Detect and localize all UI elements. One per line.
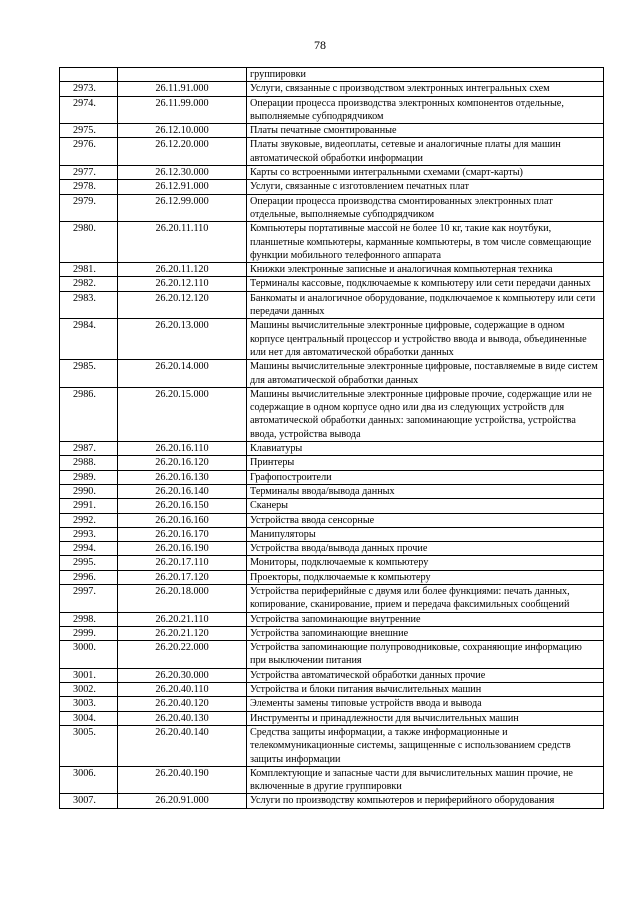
table-row: [60, 513, 604, 527]
page-number: 78: [314, 38, 326, 52]
okpd-code-cell: 26.20.16.110: [118, 442, 247, 456]
table-row: [60, 82, 604, 96]
table-row: [60, 470, 604, 484]
table-body: [60, 68, 604, 809]
okpd-code-cell: 26.20.21.110: [118, 612, 247, 626]
item-name-cell: Терминалы кассовые, подключаемые к компьютеру или сети передачи данных: [247, 277, 604, 291]
okpd-code-cell: 26.12.10.000: [118, 124, 247, 138]
item-name-cell: Банкоматы и аналогичное оборудование, подключаемое к компьютеру или сети передачи данных: [247, 291, 604, 319]
row-number-cell: 2992.: [60, 513, 118, 527]
okpd-code-cell: 26.12.20.000: [118, 138, 247, 166]
row-number-cell: 2993.: [60, 527, 118, 541]
okpd-code-cell: 26.20.16.130: [118, 470, 247, 484]
table-row: [60, 794, 604, 808]
row-number-cell: 3000.: [60, 641, 118, 669]
item-name-cell: Сканеры: [247, 499, 604, 513]
row-number-cell: 2989.: [60, 470, 118, 484]
okpd-code-cell: 26.20.30.000: [118, 668, 247, 682]
item-name-cell: Устройства запоминающие внутренние: [247, 612, 604, 626]
item-name-cell: Элементы замены типовые устройств ввода и вывода: [247, 697, 604, 711]
row-number-cell: 2996.: [60, 570, 118, 584]
row-number-cell: 2983.: [60, 291, 118, 319]
row-number-cell: 3003.: [60, 697, 118, 711]
row-number-cell: 2998.: [60, 612, 118, 626]
table-row: [60, 683, 604, 697]
item-name-cell: Клавиатуры: [247, 442, 604, 456]
okpd-code-cell: 26.20.16.190: [118, 542, 247, 556]
table-row: [60, 542, 604, 556]
okpd-code-cell: 26.20.21.120: [118, 626, 247, 640]
row-number-cell: 2978.: [60, 180, 118, 194]
item-name-cell: Инструменты и принадлежности для вычислительных машин: [247, 711, 604, 725]
okpd-code-cell: 26.20.15.000: [118, 387, 247, 441]
table-row: [60, 194, 604, 222]
row-number-cell: 2999.: [60, 626, 118, 640]
item-name-cell: Графопостроители: [247, 470, 604, 484]
row-number-cell: 2975.: [60, 124, 118, 138]
item-name-cell: Комплектующие и запасные части для вычислительных машин прочие, не включенные в другие группировки: [247, 766, 604, 794]
item-name-cell: Услуги по производству компьютеров и периферийного оборудования: [247, 794, 604, 808]
table-row: [60, 68, 604, 82]
okpd-code-cell: 26.20.16.120: [118, 456, 247, 470]
row-number-cell: 2994.: [60, 542, 118, 556]
item-name-cell: Устройства автоматической обработки данных прочие: [247, 668, 604, 682]
okpd-code-cell: 26.20.16.170: [118, 527, 247, 541]
table-row: [60, 626, 604, 640]
table-row: [60, 456, 604, 470]
item-name-cell: Устройства запоминающие внешние: [247, 626, 604, 640]
row-number-cell: 2988.: [60, 456, 118, 470]
table-row: [60, 291, 604, 319]
item-name-cell: Мониторы, подключаемые к компьютеру: [247, 556, 604, 570]
row-number-cell: 2990.: [60, 484, 118, 498]
table-row: [60, 180, 604, 194]
item-name-cell: Платы звуковые, видеоплаты, сетевые и аналогичные платы для машин автоматической обработки информации: [247, 138, 604, 166]
row-number-cell: 2984.: [60, 319, 118, 360]
row-number-cell: 3005.: [60, 725, 118, 766]
okpd-code-cell: 26.20.16.150: [118, 499, 247, 513]
table-row: [60, 556, 604, 570]
okpd-code-cell: 26.20.16.140: [118, 484, 247, 498]
table-row: [60, 584, 604, 612]
table-row: [60, 263, 604, 277]
table-row: [60, 360, 604, 388]
item-name-cell: Принтеры: [247, 456, 604, 470]
table-row: [60, 319, 604, 360]
okpd-code-cell: [118, 68, 247, 82]
row-number-cell: 3007.: [60, 794, 118, 808]
table-row: [60, 442, 604, 456]
item-name-cell: Машины вычислительные электронные цифровые, содержащие в одном корпусе центральный процессор и устройство ввода и вывода, объединенные или нет для автоматической обработки данных: [247, 319, 604, 360]
okpd-code-cell: 26.20.40.130: [118, 711, 247, 725]
okpd-code-cell: 26.11.91.000: [118, 82, 247, 96]
table-row: [60, 96, 604, 124]
item-name-cell: Терминалы ввода/вывода данных: [247, 484, 604, 498]
okpd-code-cell: 26.11.99.000: [118, 96, 247, 124]
table-row: [60, 499, 604, 513]
row-number-cell: 3004.: [60, 711, 118, 725]
item-name-cell: группировки: [247, 68, 604, 82]
item-name-cell: Операции процесса производства смонтированных электронных плат отдельные, выполняемые субподрядчиком: [247, 194, 604, 222]
row-number-cell: 2982.: [60, 277, 118, 291]
row-number-cell: 3001.: [60, 668, 118, 682]
item-name-cell: Устройства ввода сенсорные: [247, 513, 604, 527]
item-name-cell: Устройства и блоки питания вычислительных машин: [247, 683, 604, 697]
table-row: [60, 138, 604, 166]
okpd-code-cell: 26.20.40.110: [118, 683, 247, 697]
row-number-cell: 2987.: [60, 442, 118, 456]
row-number-cell: 2974.: [60, 96, 118, 124]
item-name-cell: Устройства запоминающие полупроводниковые, сохраняющие информацию при выключении питания: [247, 641, 604, 669]
item-name-cell: Карты со встроенными интегральными схемами (смарт-карты): [247, 166, 604, 180]
table-row: [60, 668, 604, 682]
okpd-code-cell: 26.20.11.110: [118, 222, 247, 263]
okpd-code-cell: 26.20.12.110: [118, 277, 247, 291]
okpd-code-cell: 26.12.99.000: [118, 194, 247, 222]
table-row: [60, 641, 604, 669]
okpd-code-cell: 26.20.18.000: [118, 584, 247, 612]
row-number-cell: 2973.: [60, 82, 118, 96]
row-number-cell: 2995.: [60, 556, 118, 570]
table-row: [60, 527, 604, 541]
okpd-code-cell: 26.20.91.000: [118, 794, 247, 808]
table-row: [60, 697, 604, 711]
item-name-cell: Проекторы, подключаемые к компьютеру: [247, 570, 604, 584]
item-name-cell: Машины вычислительные электронные цифровые прочие, содержащие или не содержащие в одном корпусе одно или два из следующих устройств для автоматической обработки данных: запоминающие устройства, устройства ввода, устройства вывода: [247, 387, 604, 441]
item-name-cell: Платы печатные смонтированные: [247, 124, 604, 138]
okpd-code-cell: 26.20.13.000: [118, 319, 247, 360]
row-number-cell: 2985.: [60, 360, 118, 388]
table-row: [60, 711, 604, 725]
table-row: [60, 612, 604, 626]
table-row: [60, 166, 604, 180]
item-name-cell: Операции процесса производства электронных компонентов отдельные, выполняемые субподрядчиком: [247, 96, 604, 124]
row-number-cell: 2979.: [60, 194, 118, 222]
table-row: [60, 570, 604, 584]
table-row: [60, 387, 604, 441]
item-name-cell: Машины вычислительные электронные цифровые, поставляемые в виде систем для автоматической обработки данных: [247, 360, 604, 388]
row-number-cell: 2980.: [60, 222, 118, 263]
okpd-code-cell: 26.12.91.000: [118, 180, 247, 194]
item-name-cell: Книжки электронные записные и аналогичная компьютерная техника: [247, 263, 604, 277]
item-name-cell: Средства защиты информации, а также информационные и телекоммуникационные системы, защищенные с использованием средств защиты информации: [247, 725, 604, 766]
table-row: [60, 124, 604, 138]
row-number-cell: 2977.: [60, 166, 118, 180]
item-name-cell: Устройства периферийные с двумя или более функциями: печать данных, копирование, сканирование, прием и передача факсимильных сообщений: [247, 584, 604, 612]
item-name-cell: Услуги, связанные с изготовлением печатных плат: [247, 180, 604, 194]
okpd-code-cell: 26.20.12.120: [118, 291, 247, 319]
row-number-cell: 2997.: [60, 584, 118, 612]
table-row: [60, 484, 604, 498]
classifier-table: [59, 67, 604, 809]
row-number-cell: 2986.: [60, 387, 118, 441]
item-name-cell: Устройства ввода/вывода данных прочие: [247, 542, 604, 556]
table-row: [60, 277, 604, 291]
okpd-code-cell: 26.20.17.110: [118, 556, 247, 570]
okpd-code-cell: 26.20.11.120: [118, 263, 247, 277]
table-row: [60, 222, 604, 263]
okpd-code-cell: 26.20.14.000: [118, 360, 247, 388]
row-number-cell: 3006.: [60, 766, 118, 794]
row-number-cell: 2991.: [60, 499, 118, 513]
okpd-code-cell: 26.20.17.120: [118, 570, 247, 584]
item-name-cell: Манипуляторы: [247, 527, 604, 541]
okpd-code-cell: 26.20.40.120: [118, 697, 247, 711]
row-number-cell: 2981.: [60, 263, 118, 277]
item-name-cell: Услуги, связанные с производством электронных интегральных схем: [247, 82, 604, 96]
okpd-code-cell: 26.20.40.140: [118, 725, 247, 766]
row-number-cell: 3002.: [60, 683, 118, 697]
okpd-code-cell: 26.20.22.000: [118, 641, 247, 669]
okpd-code-cell: 26.12.30.000: [118, 166, 247, 180]
row-number-cell: [60, 68, 118, 82]
row-number-cell: 2976.: [60, 138, 118, 166]
item-name-cell: Компьютеры портативные массой не более 10 кг, такие как ноутбуки, планшетные компьютеры, карманные компьютеры, в том числе совмещающие функции мобильного телефонного аппарата: [247, 222, 604, 263]
okpd-code-cell: 26.20.16.160: [118, 513, 247, 527]
table-row: [60, 766, 604, 794]
table-row: [60, 725, 604, 766]
okpd-code-cell: 26.20.40.190: [118, 766, 247, 794]
